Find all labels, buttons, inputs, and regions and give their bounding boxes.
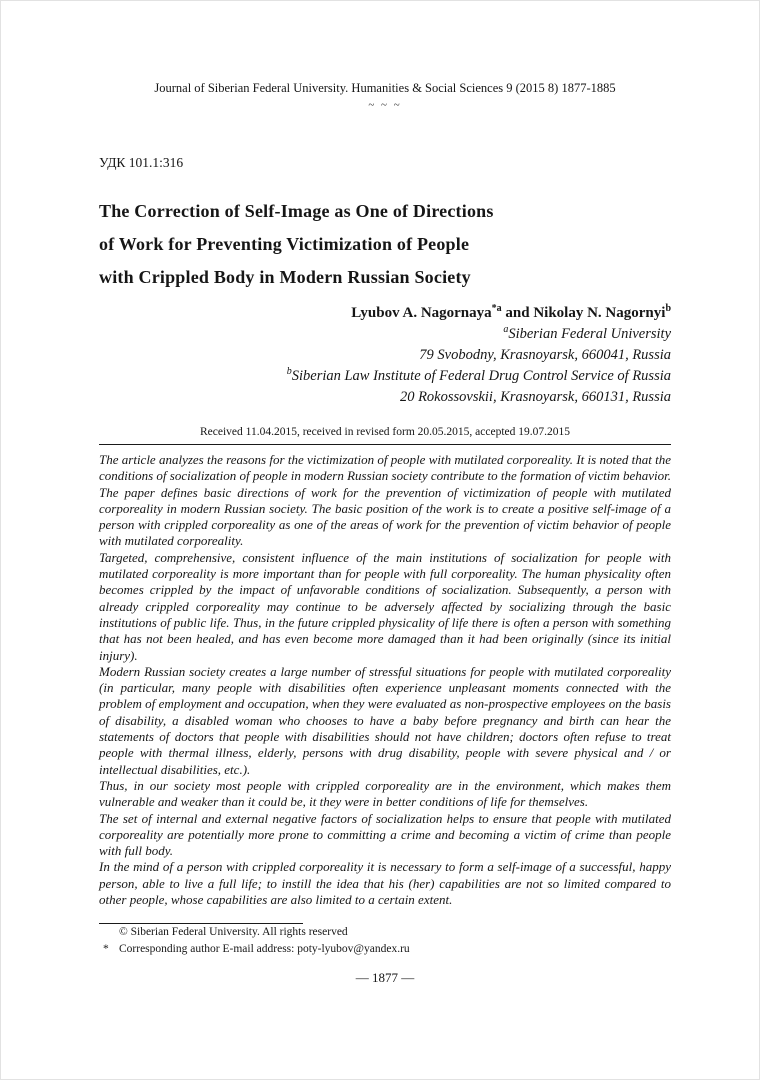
abstract-paragraph-3: Modern Russian society creates a large number of stressful situations for people with mutilated corporeality (in particular, many people with disabilities often experience unpleasant moments connected with the problem of employment and occupation, when they were evaluated as non-prospective employees on the basis of disability, a disabled woman who chooses to have a baby before pregnancy and birth can hear the statements of doctors that people with disabilities should not have children; doctors often refuse to treat people with thermal illness, elderly, persons with drug disability, people with severe physical and / or intellectual disabilities, etc.). [99,663,671,777]
copyright-text: © Siberian Federal University. All rights reserved [119,926,348,939]
author-1-superscript: *a [491,303,502,314]
affiliation-1-superscript: a [503,324,509,336]
corresponding-author-text: Corresponding author E-mail address: poty-lyubov@yandex.ru [119,943,410,956]
page-number: — 1877 — [355,970,415,986]
article-title-line-3: with Crippled Body in Modern Russian Society [99,267,471,287]
affiliation-line-4 [99,387,671,408]
author-name-1: Lyubov A. Nagornaya [351,305,492,321]
abstract-paragraph-6: In the mind of a person with crippled corporeality it is necessary to form a self-image of a successful, happy person, able to live a full life; to instill the idea that his (her) capabilities are not so limited compared to other people, whose capabilities are also limited to a certain extent. [99,859,671,908]
corresponding-author-line [99,941,671,958]
affiliation-line-1 [99,324,671,345]
received-dates-line: Received 11.04.2015, received in revised form 20.05.2015, accepted 19.07.2015 [199,426,571,438]
author-name-2: and Nikolay N. Nagornyi [501,305,666,321]
footnote-asterisk-marker: * [103,943,109,956]
authors-block [99,302,671,408]
affiliation-4-text: 20 Rokossovskii, Krasnoyarsk, 660131, Russia [399,389,671,405]
affiliation-3-superscript: b [286,366,292,378]
abstract-separator-rule [99,444,671,445]
author-2-superscript: b [665,303,671,314]
article-title-line-1: The Correction of Self-Image as One of Directions [99,201,494,221]
journal-header-line: Journal of Siberian Federal University. Humanities & Social Sciences 9 (2015 8) 1877-1885 [154,81,616,95]
tilde-ornament: ~ ~ ~ [368,99,402,111]
abstract-paragraph-5: The set of internal and external negative factors of socialization helps to ensure that people with mutilated corporeality are potentially more prone to committing a crime and becoming a victim of crime than people with full body. [99,810,671,859]
affiliation-line-3 [99,366,671,387]
article-title-line-2: of Work for Preventing Victimization of People [99,234,470,254]
abstract [99,452,671,908]
abstract-paragraph-4: Thus, in our society most people with crippled corporeality are in the environment, which makes them vulnerable and weaker than it could be, it they were in better conditions of life for themselves. [99,777,671,810]
affiliation-line-2 [99,345,671,366]
affiliation-1-text: Siberian Federal University [508,326,671,342]
copyright-line [99,924,671,941]
affiliation-3-text: Siberian Law Institute of Federal Drug Control Service of Russia [291,368,671,384]
udc-code: УДК 101.1:316 [99,155,184,170]
authors-line [99,302,671,324]
abstract-paragraph-2: Targeted, comprehensive, consistent influence of the main institutions of socialization for people with mutilated corporeality is more important than for people with full corporeality. The human physicality often becomes crippled by the impact of unfavorable conditions of socialization. Subsequently, a person with already crippled corporeality may continue to be adversely affected by socializing through the basic institutions of public life. Thus, in the future crippled physicality of life there is often a person with something that has not been healed, and has even become more damaged than it had been originally (since its initial injury). [99,549,671,663]
article-title [99,195,671,294]
affiliation-2-text: 79 Svobodny, Krasnoyarsk, 660041, Russia [419,347,671,363]
abstract-paragraph-1: The article analyzes the reasons for the victimization of people with mutilated corporeality. It is noted that the conditions of socialization of people in modern Russian society contribute to the formation of victim behavior. The paper defines basic directions of work for the prevention of victimization of people with mutilated corporeality in modern Russian society. The basic position of the work is to create a positive self-image of a person with crippled corporeality as one of the areas of work for the prevention of victim behavior of people with mutilated corporeality. [99,452,671,549]
